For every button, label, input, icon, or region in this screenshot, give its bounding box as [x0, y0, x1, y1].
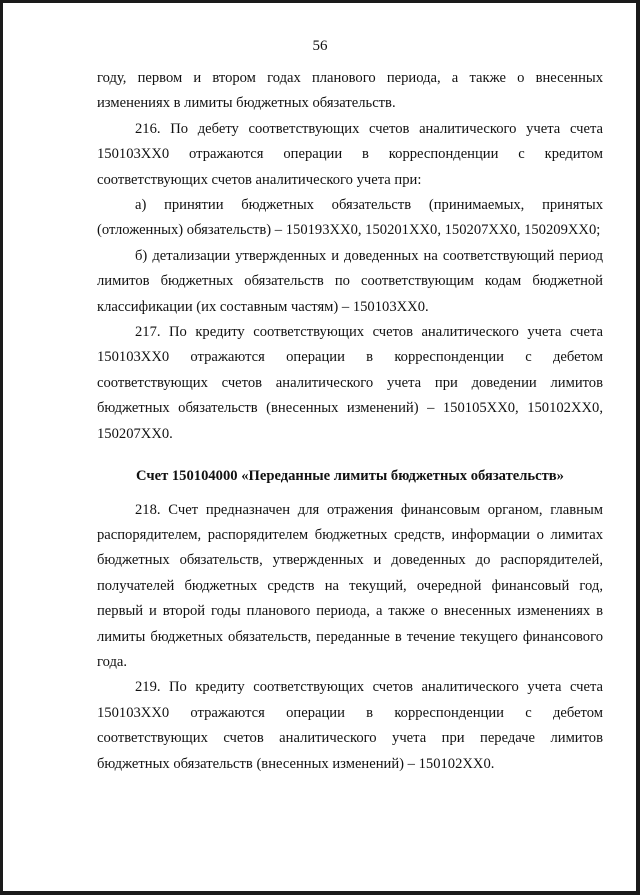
- scan-border-right: [636, 0, 640, 895]
- paragraph-216-a: а) принятии бюджетных обязательств (принимаемых, принятых (отложенных) обязательств) – 150193ХХ0, 150201ХХ0, 150207ХХ0, 150209ХХ0;: [97, 197, 603, 239]
- paragraph-218: 218. Счет предназначен для отражения финансовым органом, главным распорядителем, распорядителем бюджетных средств, информации о лимитах бюджетных обязательств, утвержденных и доведенных до распорядителей, получателей бюджетных средств на текущий, очередной финансовый год, первый и второй годы планового периода, а также о внесенных изменениях в лимиты бюджетных обязательств, переданные в течение текущего финансового года.: [97, 501, 603, 670]
- paragraph-217: 217. По кредиту соответствующих счетов аналитического учета счета 150103ХХ0 отражаются операции в корреспонденции с дебетом соответствующих счетов аналитического учета при доведении лимитов бюджетных обязательств (внесенных изменений) – 150105ХХ0, 150102ХХ0, 150207ХХ0.: [97, 324, 603, 442]
- scan-border-top: [0, 0, 640, 3]
- paragraph-216-b: б) детализации утвержденных и доведенных на соответствующий период лимитов бюджетных обязательств по соответствующим кодам бюджетной классификации (их составным частям) – 150103ХХ0.: [97, 247, 603, 315]
- scan-border-bottom: [0, 891, 640, 895]
- page-number: 56: [312, 38, 328, 54]
- section-heading: Счет 150104000 «Переданные лимиты бюджетных обязательств»: [136, 468, 564, 485]
- document-body: [97, 66, 603, 777]
- paragraph-216: 216. По дебету соответствующих счетов аналитического учета счета 150103ХХ0 отражаются операции в корреспонденции с кредитом соответствующих счетов аналитического учета при:: [97, 120, 603, 188]
- paragraph-continuation: году, первом и втором годах планового периода, а также о внесенных изменениях в лимиты бюджетных обязательств.: [97, 70, 603, 112]
- scan-border-left: [0, 0, 3, 895]
- paragraph-219: 219. По кредиту соответствующих счетов аналитического учета счета 150103ХХ0 отражаются операции в корреспонденции с дебетом соответствующих счетов аналитического учета при передаче лимитов бюджетных обязательств (внесенных изменений) – 150102ХХ0.: [97, 679, 603, 772]
